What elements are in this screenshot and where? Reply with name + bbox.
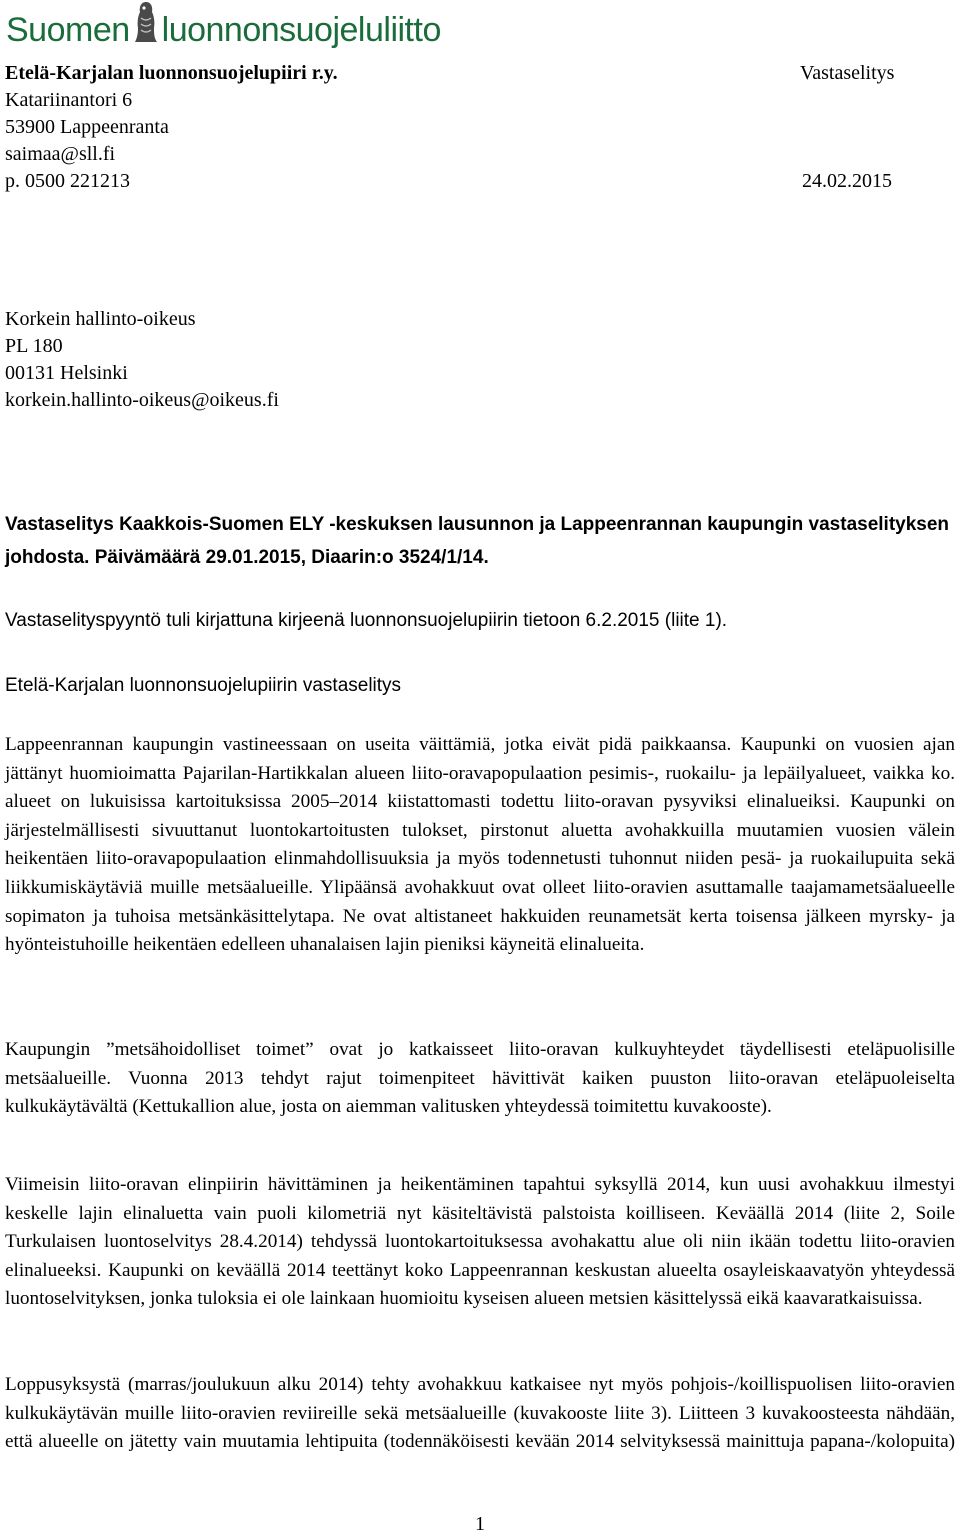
body-paragraph: Loppusyksystä (marras/joulukuun alku 2014) tehty avohakkuu katkaisee nyt myös pohjois-/koillispuolisen liito-oravien kulkukäytävän muille liito-oravien reviireille sekä metsäalueille (kuvakooste liite 3). Liitteen 3 kuvakoosteesta nähdään, että alueelle on jätetty vain muutamia lehtipuita (todennäköisesti kevään 2014 selvityksessä mainittuja papana-/kolopuita)	[5, 1374, 955, 1453]
body-paragraph: Kaupungin ”metsähoidolliset toimet” ovat jo katkaisseet liito-oravan kulkuyhteydet täydellisesti eteläpuolisille metsäalueille. Vuonna 2013 tehdyt rajut toimenpiteet hävittivät kaiken puuston liito-oravan eteläpuoleiselta kulkukäytävältä (Kettukallion alue, josta on aiemman valitusken yhteydessä toimitettu kuvakooste).	[5, 1039, 955, 1118]
seal-icon	[132, 0, 160, 44]
recipient-city: 00131 Helsinki	[5, 362, 128, 384]
body-paragraph: Lappeenrannan kaupungin vastineessaan on useita väittämiä, jotka eivät pidä paikkaansa. Kaupunki on vuosien ajan jättänyt huomioimatta Pajarilan-Hartikkalan alueen liito-oravapopulaation pesimis-, ruokailu- ja lepäilyalueet, vaikka ko. alueet on lukuisissa kartoituksissa 2005–2014 kiistattomasti todettu liito-oravan pysyviksi elinalueiksi. Kaupunki on järjestelmällisesti sivuuttanut luontokartoitusten tulokset, pirstonut aluetta avohakkuilla muutamien vuosien välein heikentäen liito-oravapopulaation elinmahdollisuuksia ja myös todennetusti tuhonnut niiden pesä- ja ruokailupuita sekä liikkumiskäytäviä muille metsäalueille. Ylipäänsä avohakkuut ovat olleet liito-oravien asuttamalle taajamametsäalueelle sopimaton ja tuhoisa metsänkäsittelytapa. Ne ovat altistaneet hakkuiden reunametsät kerta toisensa jälkeen myrsky- ja hyönteistuhoille heikentäen edelleen uhanalaisen lajin pieniksi käyneitä elinalueita.	[5, 734, 955, 956]
sender-phone: p. 0500 221213	[5, 170, 130, 192]
sender-street: Katariinantori 6	[5, 89, 133, 111]
logo-text-left: Suomen	[6, 11, 130, 49]
recipient-email: korkein.hallinto-oikeus@oikeus.fi	[5, 389, 279, 411]
recipient-name: Korkein hallinto-oikeus	[5, 308, 196, 330]
sender-city: 53900 Lappeenranta	[5, 116, 169, 138]
sender-email: saimaa@sll.fi	[5, 143, 116, 165]
page-number: 1	[475, 1513, 485, 1535]
section-heading: Etelä-Karjalan luonnonsuojelupiirin vastaselitys	[5, 675, 402, 696]
organization-logo	[6, 2, 441, 50]
intro-text: Vastaselityspyyntö tuli kirjattuna kirjeenä luonnonsuojelupiirin tietoon 6.2.2015 (liite 1).	[5, 610, 728, 631]
document-type: Vastaselitys	[800, 62, 895, 84]
sender-organization: Etelä-Karjalan luonnonsuojelupiiri r.y.	[5, 62, 338, 84]
document-date: 24.02.2015	[802, 170, 892, 192]
body-paragraph: Viimeisin liito-oravan elinpiirin hävittäminen ja heikentäminen tapahtui syksyllä 2014, kun uusi avohakkuu ilmestyi keskelle lajin elinaluetta vain puoli kilometriä nyt käsiteltävistä palstoista koilliseen. Keväällä 2014 (liite 2, Soile Turkulaisen luontoselvitys 28.4.2014) tehdyssä luontokartoituksessa avohakattu alue oli niin ikään todettu liito-oravien elinalueeksi. Kaupunki on keväällä 2014 teettänyt koko Lappeenrannan keskustan alueelta osayleiskaavatyön yhteydessä luontoselvityksen, jonka tuloksia ei ole lainkaan huomioitu kyseisen alueen metsien käsittelyssä eikä kaavaratkaisuissa.	[5, 1174, 955, 1310]
recipient-po-box: PL 180	[5, 335, 63, 357]
logo-text-right: luonnonsuojeluliitto	[161, 11, 441, 49]
document-subject: Vastaselitys Kaakkois-Suomen ELY -keskuksen lausunnon ja Lappeenrannan kaupungin vastaselityksen johdosta. Päivämäärä 29.01.2015, Diaarin:o 3524/1/14.	[5, 514, 950, 568]
